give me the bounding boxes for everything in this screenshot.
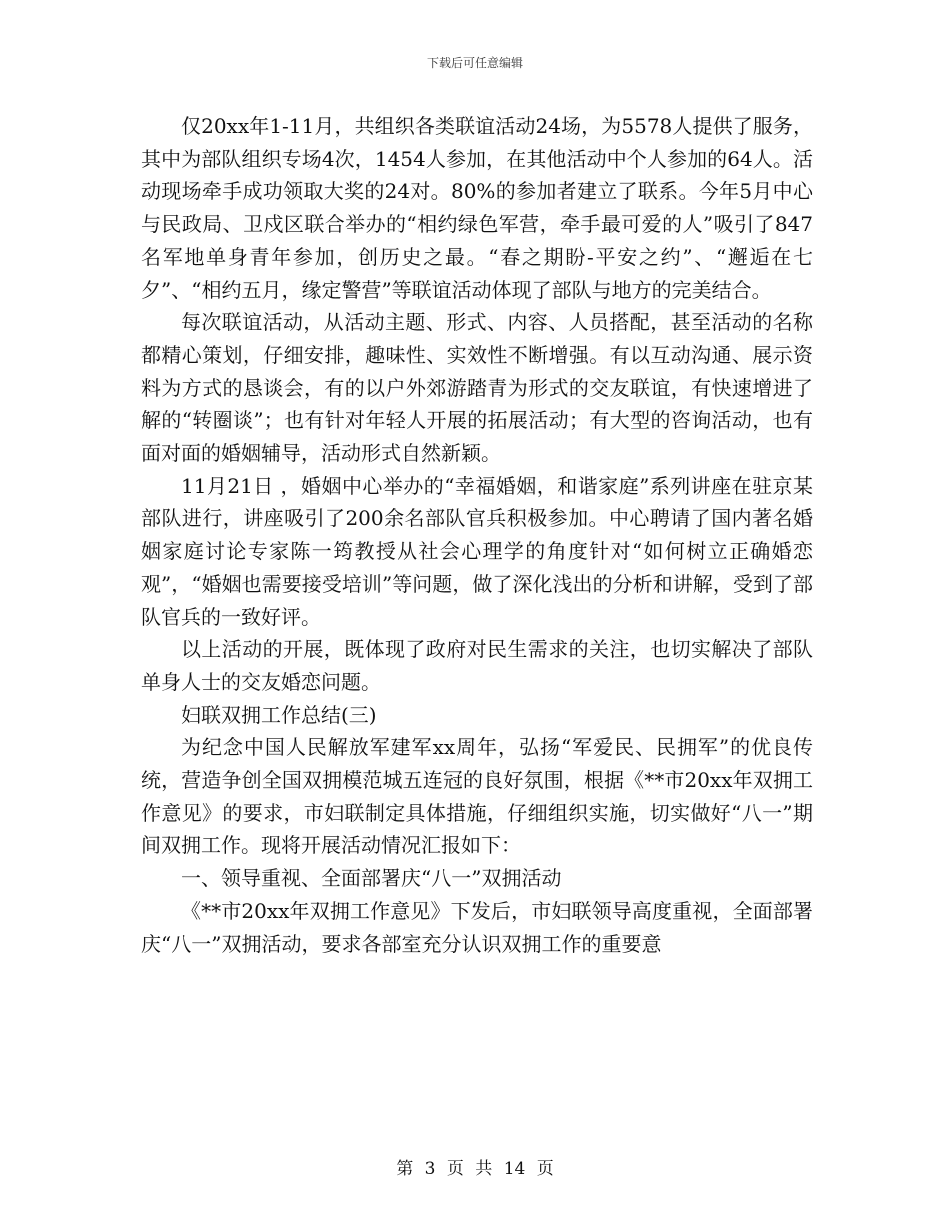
paragraph-leadership: 《**市20xx年双拥工作意见》下发后，市妇联领导高度重视，全面部署庆“八一”双拥活动，要求各部室充分认识双拥工作的重要意 bbox=[141, 898, 813, 956]
section-title: 妇联双拥工作总结(三) bbox=[181, 702, 377, 727]
page-header: 下载后可任意编辑 bbox=[426, 56, 523, 70]
paragraph-activities-stats: 仅20xx年1-11月，共组织各类联谊活动24场，为5578人提供了服务，其中为部队组织专场4次，1454人参加，在其他活动中个人参加的64人。活动现场牵手成功领取大奖的24对。80%的参加者建立了联系。今年5月中心与民政局、卫戍区联合举办的“相约绿色军营，牵手最可爱的人”吸引了847名军地单身青年参加，创历史之最。“春之期盼-平安之约”、“邂逅在七夕”、“相约五月，缘定警营”等联谊活动体现了部队与地方的完美结合。 bbox=[141, 114, 813, 302]
subsection-heading: 一、领导重视、全面部署庆“八一”双拥活动 bbox=[181, 866, 562, 891]
paragraph-intro: 为纪念中国人民解放军建军xx周年，弘扬“军爱民、民拥军”的优良传统，营造争创全国双拥模范城五连冠的良好氛围，根据《**市20xx年双拥工作意见》的要求，市妇联制定具体措施，仔细组织实施，切实做好“八一”期间双拥工作。现将开展活动情况汇报如下： bbox=[141, 735, 813, 858]
paragraph-activity-design: 每次联谊活动，从活动主题、形式、内容、人员搭配，甚至活动的名称都精心策划，仔细安排，趣味性、实效性不断增强。有以互动沟通、展示资料为方式的恳谈会，有的以户外郊游踏青为形式的交友联谊，有快速增进了解的“转圈谈”；也有针对年轻人开展的拓展活动；有大型的咨询活动，也有面对面的婚姻辅导，活动形式自然新颖。 bbox=[141, 310, 813, 466]
paragraph-lecture: 11月21日 ，婚姻中心举办的“幸福婚姻，和谐家庭”系列讲座在驻京某部队进行，讲座吸引了200余名部队官兵积极参加。中心聘请了国内著名婚姻家庭讨论专家陈一筠教授从社会心理学的角度针对“如何树立正确婚恋观”，“婚姻也需要接受培训”等问题，做了深化浅出的分析和讲解，受到了部队官兵的一致好评。 bbox=[141, 473, 813, 629]
page-footer: 第 3 页 共 14 页 bbox=[396, 1159, 554, 1179]
document-body bbox=[141, 110, 813, 960]
paragraph-conclusion: 以上活动的开展，既体现了政府对民生需求的关注，也切实解决了部队单身人士的交友婚恋问题。 bbox=[141, 637, 813, 694]
